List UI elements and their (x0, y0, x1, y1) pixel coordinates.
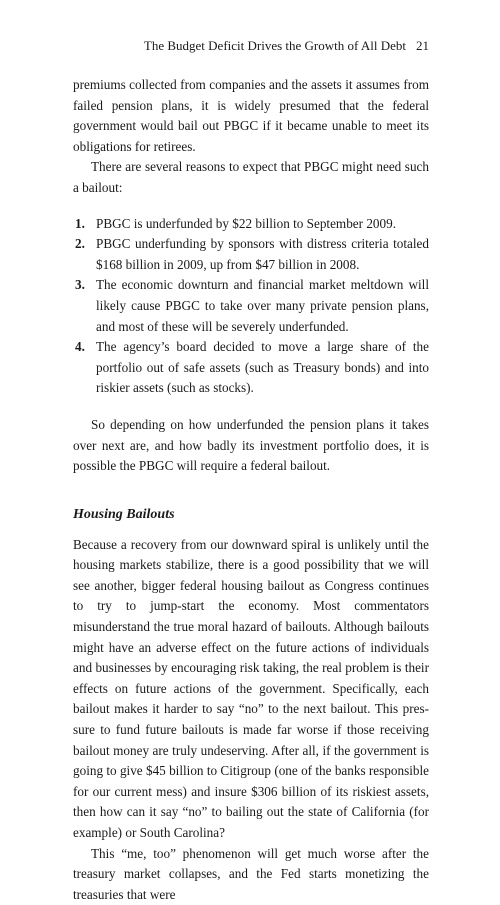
running-head (73, 38, 429, 54)
list-item-text: The agency’s board decided to move a large share of the portfolio out of safe assets (such as Treasury bonds) and into riskier assets (such as stocks). (96, 339, 429, 396)
list-item (73, 275, 429, 337)
running-head-title: The Budget Deficit Drives the Growth of All Debt (143, 38, 406, 53)
paragraph-bailout-reasons: There are several reasons to expect that PBGC might need such a bailout: (73, 159, 429, 195)
list-item (73, 214, 429, 235)
section-heading: Housing Bailouts (73, 506, 175, 522)
paragraph-pbgc-premiums: premiums collected from companies and the assets it assumes from failed pension plans, it is widely presumed that the federal government would bail out PBGC if it became unable to meet its obligations for retirees. (73, 77, 429, 154)
list-item-number: 4. (75, 339, 85, 355)
list-item-number: 2. (75, 236, 85, 252)
numbered-list (73, 214, 429, 399)
list-item (73, 337, 429, 399)
list-item-text: The economic downturn and financial market meltdown will likely cause PBGC to take over many private pension plans, and most of these will be severely underfunded. (96, 277, 429, 334)
list-item-text: PBGC is underfunded by $22 billion to September 2009. (96, 215, 396, 231)
list-item-text: PBGC underfunding by sponsors with distress criteria totaled $168 billion in 2009, up from $47 billion in 2008. (96, 236, 429, 272)
list-item-number: 3. (75, 277, 85, 293)
paragraph-pbgc-conclusion: So depending on how underfunded the pension plans it takes over next are, and how badly its investment portfolio does, it is possible the PBGC will require a federal bailout. (73, 416, 429, 474)
paragraph-housing-bailouts: Because a recovery from our downward spiral is unlikely until the housing markets stabilize, there is a good possibility that we will see another, bigger federal housing bailout as Congress continues to try to jump-start the economy. Most commentators misunderstand the true moral hazard of bailouts. Although bailouts might have an adverse effect on the future actions of individuals and businesses by encouraging risk taking, the real problem is their effects on future actions of the government. Specifically, each bailout makes it harder to say “no” to the next bailout. This pressure to fund future bailouts is made far worse if those receiving bailout money are truly undeserving. After all, if the government is going to give $45 billion to Citigroup (one of the banks responsible for our current mess) and insure $306 billion of its riskiest assets, then how can it say “no” to bailing out the state of California (for example) or South Carolina? (73, 536, 429, 840)
list-item-number: 1. (75, 215, 85, 231)
list-item (73, 234, 429, 275)
book-page (73, 38, 429, 905)
paragraph-me-too: This “me, too” phenomenon will get much worse after the treasury market collapses, and the Fed starts monetizing the treasuries that were (73, 845, 429, 902)
page-number: 21 (416, 38, 429, 53)
